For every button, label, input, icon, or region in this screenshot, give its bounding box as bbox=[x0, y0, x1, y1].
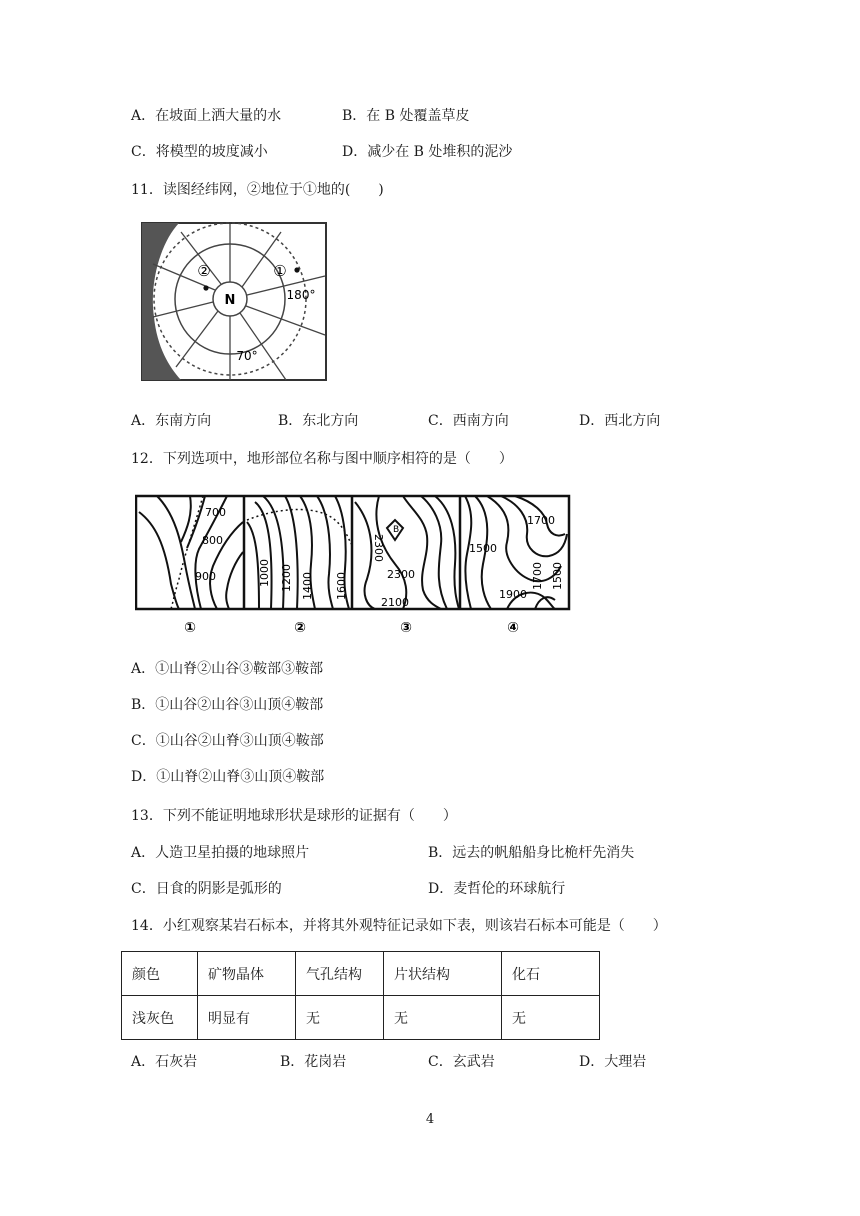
table-header-row bbox=[122, 952, 600, 996]
panel2-label-1200: 1200 bbox=[280, 564, 293, 592]
table-header-cell: 片状结构 bbox=[384, 952, 502, 996]
panel4-label-1700-top: 1700 bbox=[527, 514, 555, 527]
q12-option-b: B．①山谷②山谷③山顶④鞍部 bbox=[131, 697, 324, 713]
q12-option-d: D．①山脊②山脊③山顶④鞍部 bbox=[131, 769, 325, 785]
table-header-cell: 气孔结构 bbox=[296, 952, 384, 996]
table-header-cell: 化石 bbox=[502, 952, 600, 996]
q14-option-b: B．花岗岩 bbox=[280, 1054, 347, 1070]
table-cell: 明显有 bbox=[198, 996, 296, 1040]
q11-option-d: D．西北方向 bbox=[579, 413, 661, 429]
panel2-label-1400: 1400 bbox=[301, 572, 314, 600]
q14-option-a: A．石灰岩 bbox=[131, 1054, 198, 1070]
q12-contour-figure bbox=[135, 494, 571, 640]
q11-stem: 11．读图经纬网，②地位于①地的( ) bbox=[131, 182, 384, 198]
q12-stem: 12．下列选项中，地形部位名称与图中顺序相符的是（ ） bbox=[131, 451, 513, 467]
panel-label-3: ③ bbox=[400, 620, 412, 636]
q13-option-a: A．人造卫星拍摄的地球照片 bbox=[131, 845, 310, 861]
q13-stem: 13．下列不能证明地球形状是球形的证据有（ ） bbox=[131, 808, 457, 824]
q14-option-c: C．玄武岩 bbox=[428, 1054, 495, 1070]
latitude-70-label: 70° bbox=[236, 349, 258, 363]
panel3-label-2300-top: 2300 bbox=[372, 534, 385, 562]
panel-label-1: ① bbox=[184, 620, 196, 636]
table-cell: 无 bbox=[384, 996, 502, 1040]
panel4-label-1900: 1900 bbox=[499, 588, 527, 601]
panel1-label-800: 800 bbox=[202, 534, 223, 547]
q11-option-c: C．西南方向 bbox=[428, 413, 509, 429]
rock-feature-table bbox=[121, 951, 600, 1040]
q10-option-c: C．将模型的坡度减小 bbox=[131, 144, 268, 160]
q13-option-b: B．远去的帆船船身比桅杆先消失 bbox=[428, 845, 635, 861]
panel2-label-1600: 1600 bbox=[335, 572, 348, 600]
point-2-label: ② bbox=[197, 262, 211, 280]
panel2-label-1000: 1000 bbox=[258, 559, 271, 587]
table-cell: 无 bbox=[502, 996, 600, 1040]
panel3-label-2100: 2100 bbox=[381, 596, 409, 609]
q14-stem: 14．小红观察某岩石标本，并将其外观特征记录如下表，则该岩石标本可能是（ ） bbox=[131, 918, 667, 934]
point-1-marker bbox=[294, 267, 299, 272]
q12-option-c: C．①山谷②山脊③山顶④鞍部 bbox=[131, 733, 324, 749]
panel4-label-1500: 1500 bbox=[469, 542, 497, 555]
table-cell: 无 bbox=[296, 996, 384, 1040]
longitude-180-label: 180° bbox=[286, 288, 316, 302]
q12-option-a: A．①山脊②山谷③鞍部③鞍部 bbox=[131, 661, 324, 677]
table-header-cell: 颜色 bbox=[122, 952, 198, 996]
q11-graticule-figure bbox=[141, 222, 327, 382]
q10-option-a: A．在坡面上洒大量的水 bbox=[131, 108, 282, 124]
panel1-label-700: 700 bbox=[205, 506, 226, 519]
q14-option-d: D．大理岩 bbox=[579, 1054, 647, 1070]
q13-option-c: C．日食的阴影是弧形的 bbox=[131, 881, 282, 897]
q10-option-d: D．减少在 B 处堆积的泥沙 bbox=[342, 144, 513, 160]
panel1-label-900: 900 bbox=[195, 570, 216, 583]
point-1-label: ① bbox=[273, 262, 287, 280]
table-cell: 浅灰色 bbox=[122, 996, 198, 1040]
panel-label-2: ② bbox=[294, 620, 306, 636]
panel-label-4: ④ bbox=[507, 620, 519, 636]
q13-option-d: D．麦哲伦的环球航行 bbox=[428, 881, 566, 897]
q10-option-b: B．在 B 处覆盖草皮 bbox=[342, 108, 470, 124]
panel3-label-b: B bbox=[393, 525, 400, 535]
page-number: 4 bbox=[425, 1112, 435, 1127]
point-2-marker bbox=[203, 285, 208, 290]
north-pole-label: N bbox=[224, 293, 236, 308]
panel4-label-1500-right: 1500 bbox=[551, 562, 564, 590]
panel3-label-2300: 2300 bbox=[387, 568, 415, 581]
table-row bbox=[122, 996, 600, 1040]
q11-option-a: A．东南方向 bbox=[131, 413, 212, 429]
panel4-label-1700-right: 1700 bbox=[531, 562, 544, 590]
q11-option-b: B．东北方向 bbox=[278, 413, 359, 429]
table-header-cell: 矿物晶体 bbox=[198, 952, 296, 996]
